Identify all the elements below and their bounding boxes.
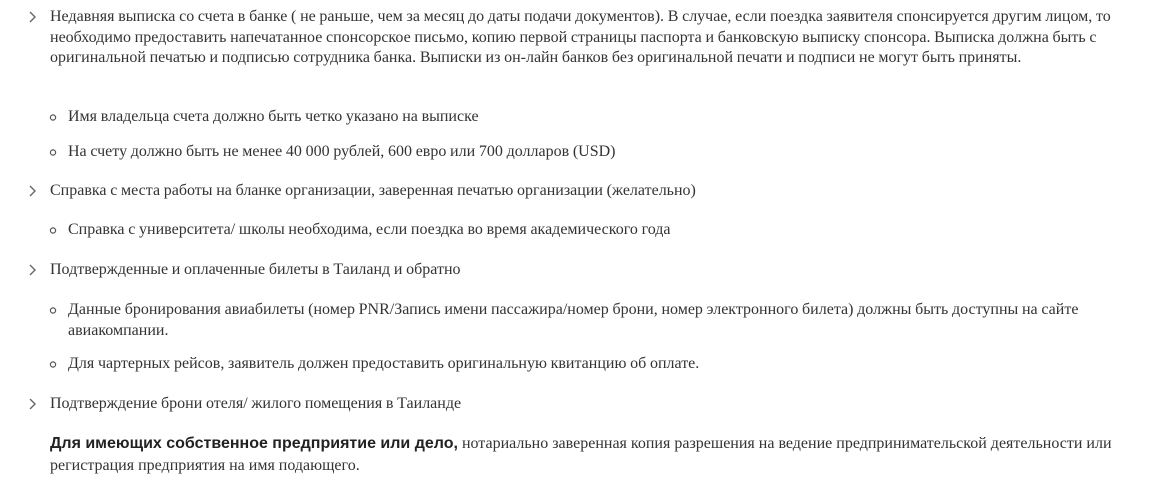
list-item-text: Для чартерных рейсов, заявитель должен предоставить оригинальную квитанцию об оплате. — [68, 355, 700, 372]
chevron-right-icon — [27, 7, 41, 27]
hollow-circle-bullet-icon — [48, 220, 62, 240]
list-item-text: Справка с университета/ школы необходима, если поездка во время академического года — [68, 221, 671, 238]
hollow-circle-bullet-icon — [48, 142, 62, 162]
hollow-circle-bullet-icon — [48, 107, 62, 127]
list-item-text: Подтверждение брони отеля/ жилого помещения в Таиланде — [50, 395, 462, 412]
list-item-text: Подтвержденные и оплаченные билеты в Таиланд и обратно — [50, 261, 461, 278]
hollow-circle-bullet-icon — [48, 354, 62, 374]
note-text: нотариально заверенная копия разрешения на ведение предпринимательской деятельности или регистрация предприятия на имя подающего. — [50, 435, 1112, 474]
note-bold-lead: Для имеющих собственное предприятие или дело, — [50, 435, 458, 452]
list-item-text: Недавняя выписка со счета в банке ( не раньше, чем за месяц до даты подачи документов). В случае, если поездка заявителя спонсируется другим лицом, то необходимо предоставить напечатанное спонсорское письмо, копию первой страницы паспорта и банковскую выписку спонсора. Выписка должна быть с оригинальной печатью и подписью сотрудника банка. Выписки из он-лайн банков без оригинальной печати и подписи не могут быть приняты. — [50, 8, 1111, 66]
self-employed-note — [50, 433, 1131, 477]
chevron-right-icon — [27, 394, 41, 414]
list-item-text: Имя владельца счета должно быть четко указано на выписке — [68, 108, 479, 125]
chevron-right-icon — [27, 260, 41, 280]
list-item-text: Данные бронирования авиабилеты (номер PNR/Запись имени пассажира/номер брони, номер электронного билета) должны быть доступны на сайте авиакомпании. — [68, 301, 1079, 339]
chevron-right-icon — [27, 181, 41, 201]
list-item-text: На счету должно быть не менее 40 000 рублей, 600 евро или 700 долларов (USD) — [68, 143, 616, 160]
list-item-text: Справка с места работы на бланке организации, заверенная печатью организации (желательно) — [50, 182, 696, 199]
hollow-circle-bullet-icon — [48, 300, 62, 320]
